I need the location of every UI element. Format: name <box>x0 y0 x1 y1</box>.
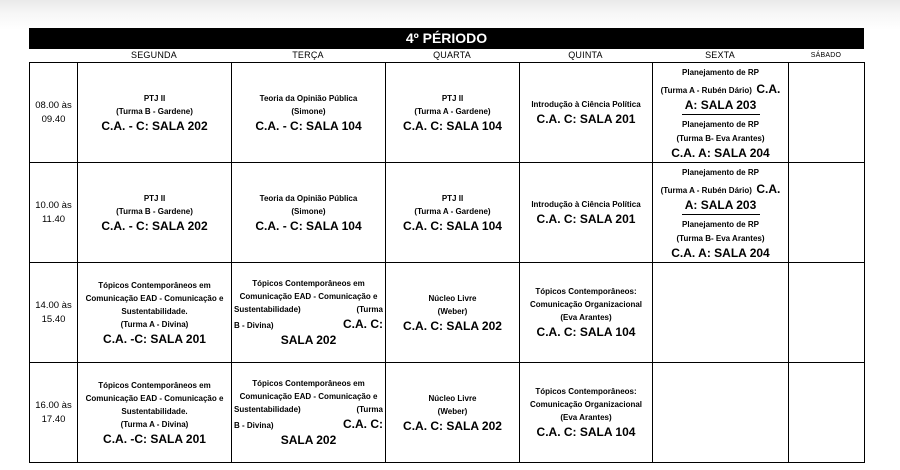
course-teacher: (Turma B - Gardene) <box>116 106 193 116</box>
time-end: 11.40 <box>41 213 66 225</box>
course-room: A: SALA 203 <box>684 197 757 212</box>
course-teacher: (Turma A - Divina) <box>120 419 189 429</box>
class-cell-quinta <box>520 163 653 263</box>
course-name: Planejamento de RP <box>682 219 759 229</box>
course-room: SALA 202 <box>280 433 337 447</box>
table-row <box>30 63 865 163</box>
course-room: C.A. A: SALA 204 <box>671 145 770 160</box>
class-cell-quinta <box>520 63 653 163</box>
time-slot <box>30 363 78 463</box>
course-name: Planejamento de RP <box>682 67 759 77</box>
time-start: 08.00 às <box>35 99 72 111</box>
time-end: 17.40 <box>41 413 66 425</box>
class-cell-quarta <box>386 163 520 263</box>
course-teacher: (Eva Arantes) <box>560 413 612 422</box>
class-cell-sabado <box>789 163 865 263</box>
course-teacher-line <box>234 316 383 332</box>
time-slot <box>30 263 78 363</box>
day-header-quinta: QUINTA <box>568 50 603 60</box>
time-end: 15.40 <box>41 313 66 325</box>
course-name: Planejamento de RP <box>682 167 759 177</box>
time-start: 10.00 às <box>35 199 72 211</box>
class-cell-terca <box>232 263 386 363</box>
course-room: C.A. - C: SALA 104 <box>255 218 362 233</box>
course-name-cont: Comunicação Organizacional <box>529 400 643 409</box>
course-teacher: (Weber) <box>437 406 468 416</box>
course-room-part: C.A. C: <box>343 317 383 331</box>
course-name-cont: Comunicação EAD - Comunicação e <box>85 293 224 303</box>
table-row <box>30 363 865 463</box>
course-room: C.A. C: SALA 104 <box>403 218 502 233</box>
day-header-row <box>29 49 864 62</box>
table-row <box>30 163 865 263</box>
course-teacher-part: (Turma <box>356 305 383 314</box>
course-name-cont: Comunicação EAD - Comunicação e <box>85 393 224 403</box>
course-teacher: (Turma B - Gardene) <box>116 206 193 216</box>
course-name-cont: Sustentabilidade. <box>121 306 188 316</box>
course-room: C.A. C: SALA 202 <box>403 418 502 433</box>
course-teacher: (Simone) <box>291 206 326 216</box>
course-teacher: (Turma A - Rubén Dário) <box>660 85 752 95</box>
class-cell-quinta <box>520 263 653 363</box>
course-name: Planejamento de RP <box>682 119 759 129</box>
course-name: PTJ II <box>441 193 464 203</box>
course-name: PTJ II <box>143 193 166 203</box>
course-room: C.A. - C: SALA 202 <box>101 118 208 133</box>
course-teacher: (Turma A - Gardene) <box>414 206 491 216</box>
time-column-header <box>29 49 77 62</box>
class-cell-sexta <box>653 63 789 163</box>
course-teacher-part: (Turma <box>356 405 383 414</box>
class-cell-segunda <box>78 363 232 463</box>
course-name-cont: Sustentabilidade) <box>234 405 301 414</box>
day-header-sexta: SEXTA <box>705 50 735 60</box>
course-teacher-line <box>661 80 781 97</box>
course-name: Núcleo Livre <box>428 393 477 403</box>
course-room: C.A. -C: SALA 201 <box>103 331 206 346</box>
time-start: 16.00 às <box>35 399 72 411</box>
course-name: PTJ II <box>441 93 464 103</box>
time-slot <box>30 63 78 163</box>
course-room: C.A. A: SALA 204 <box>671 245 770 260</box>
course-room: C.A. C: SALA 104 <box>403 118 502 133</box>
course-name-cont: Sustentabilidade. <box>121 406 188 416</box>
class-cell-terca <box>232 163 386 263</box>
schedule-table <box>29 62 865 463</box>
time-start: 14.00 às <box>35 299 72 311</box>
class-cell-quinta <box>520 363 653 463</box>
course-room: C.A. C: SALA 104 <box>536 325 636 339</box>
course-teacher: (Weber) <box>437 306 468 316</box>
course-teacher: (Turma A - Gardene) <box>414 106 491 116</box>
class-cell-quarta <box>386 363 520 463</box>
course-name-cont: Comunicação Organizacional <box>529 300 643 309</box>
class-cell-segunda <box>78 63 232 163</box>
course-name: Tópicos Contemporâneos: <box>535 387 637 396</box>
course-name: Tópicos Contemporâneos: <box>535 287 637 296</box>
course-room: A: SALA 203 <box>684 97 757 112</box>
class-cell-terca <box>232 63 386 163</box>
day-header-quarta: QUARTA <box>433 50 471 60</box>
period-title: 4º PÉRIODO <box>29 28 864 49</box>
course-name-line <box>234 403 383 416</box>
course-room-part: C.A. C: <box>343 417 383 431</box>
divider <box>682 214 760 215</box>
course-teacher-line <box>234 416 383 432</box>
time-end: 09.40 <box>41 113 66 125</box>
class-cell-terca <box>232 363 386 463</box>
class-cell-sexta <box>653 263 789 363</box>
course-name: Tópicos Contemporâneos em <box>252 379 365 388</box>
course-name: Tópicos Contemporâneos em <box>98 380 211 390</box>
course-name: Introdução à Ciência Política <box>531 200 641 209</box>
course-name-cont: Comunicação EAD - Comunicação e <box>239 392 378 401</box>
day-header-segunda: SEGUNDA <box>131 50 177 60</box>
course-room: C.A. - C: SALA 202 <box>101 218 208 233</box>
course-name-line <box>234 303 383 316</box>
course-teacher: (Simone) <box>291 106 326 116</box>
class-cell-segunda <box>78 163 232 263</box>
class-cell-sexta <box>653 163 789 263</box>
table-row <box>30 263 865 363</box>
schedule-sheet <box>29 28 864 463</box>
course-name: Tópicos Contemporâneos em <box>98 280 211 290</box>
course-teacher: (Turma A - Rubén Dário) <box>660 185 752 195</box>
course-name-cont: Sustentabilidade) <box>234 305 301 314</box>
course-teacher: (Turma B- Eva Arantes) <box>676 233 765 243</box>
class-cell-sabado <box>789 63 865 163</box>
class-cell-sabado <box>789 263 865 363</box>
class-cell-quarta <box>386 63 520 163</box>
class-cell-sabado <box>789 363 865 463</box>
course-room: C.A. C: SALA 201 <box>536 112 636 126</box>
course-name: Teoria da Opinião Pública <box>259 193 358 203</box>
course-room-part: C.A. <box>756 81 781 96</box>
course-name-cont: Comunicação EAD - Comunicação e <box>239 292 378 301</box>
course-teacher-part: B - Divina) <box>234 421 274 430</box>
divider <box>682 114 760 115</box>
course-room-part: C.A. <box>756 181 781 196</box>
course-room: C.A. -C: SALA 201 <box>103 431 206 446</box>
course-name: PTJ II <box>143 93 166 103</box>
course-teacher: (Eva Arantes) <box>560 313 612 322</box>
day-header-terca: TERÇA <box>292 50 324 60</box>
course-teacher-line <box>661 180 781 197</box>
time-slot <box>30 163 78 263</box>
course-name: Núcleo Livre <box>428 293 477 303</box>
class-cell-quarta <box>386 263 520 363</box>
course-room: SALA 202 <box>280 333 337 347</box>
day-header-sabado: SÁBADO <box>810 52 842 59</box>
course-room: C.A. - C: SALA 104 <box>255 118 362 133</box>
course-name: Teoria da Opinião Pública <box>259 93 358 103</box>
class-cell-segunda <box>78 263 232 363</box>
course-room: C.A. C: SALA 104 <box>536 425 636 439</box>
course-room: C.A. C: SALA 202 <box>403 318 502 333</box>
course-room: C.A. C: SALA 201 <box>536 212 636 226</box>
course-name: Introdução à Ciência Política <box>531 100 641 109</box>
course-name: Tópicos Contemporâneos em <box>252 279 365 288</box>
course-teacher: (Turma A - Divina) <box>120 319 189 329</box>
course-teacher: (Turma B- Eva Arantes) <box>676 133 765 143</box>
course-teacher-part: B - Divina) <box>234 321 274 330</box>
class-cell-sexta <box>653 363 789 463</box>
